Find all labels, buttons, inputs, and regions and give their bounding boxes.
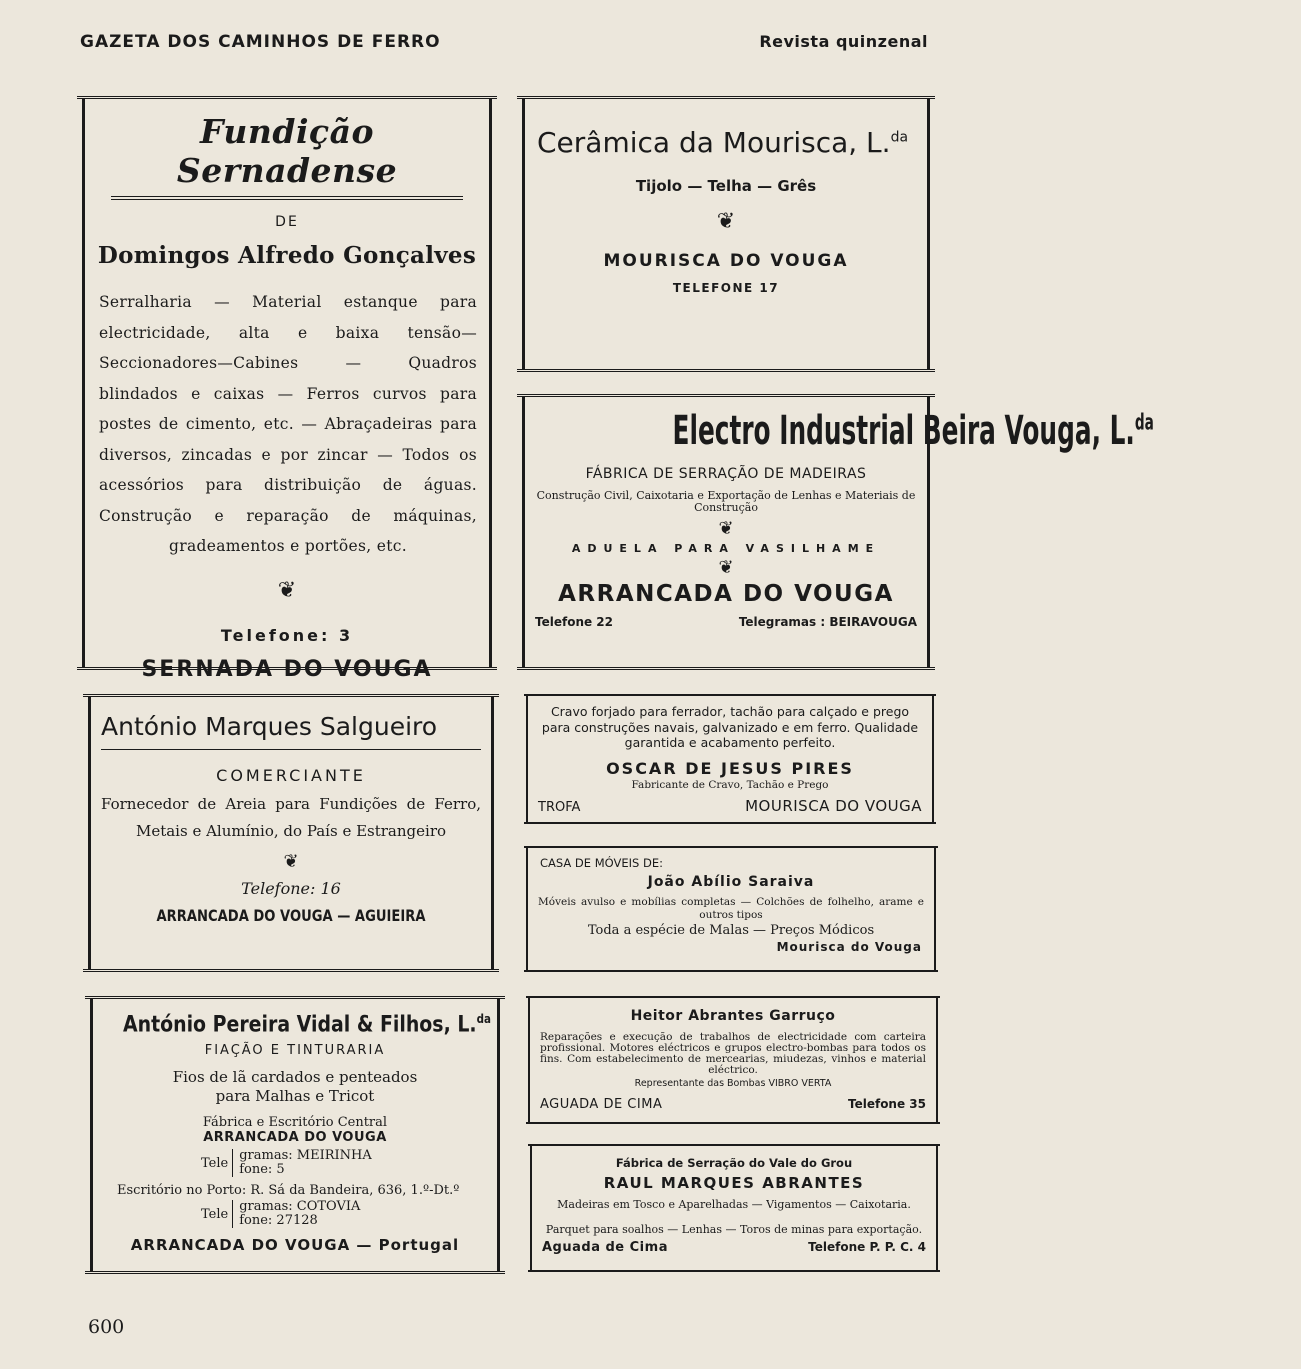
ad-place: ARRANCADA DO VOUGA (558, 581, 894, 607)
ad-footer: ARRANCADA DO VOUGA — Portugal (130, 1236, 460, 1255)
ad-marques-salgueiro (88, 696, 494, 970)
ad-products: Tijolo — Telha — Grês (635, 177, 817, 195)
ad-line2: Parquet para soalhos — Lenhas — Toros de minas para exportação. (545, 1223, 923, 1236)
divider (111, 199, 463, 200)
ad-title: Cerâmica da Mourisca, L.$^{da}$ (537, 126, 909, 159)
ad-place: Mourisca do Vouga (776, 940, 922, 954)
ad-line1: Fios de lã cardados e penteados (172, 1068, 418, 1087)
ad-heitor-garruco (528, 998, 938, 1122)
ad-footer (542, 1240, 926, 1255)
ad-line2: para Malhas e Tricot (215, 1087, 375, 1106)
page-number: 600 (88, 1316, 125, 1338)
ad-owner: Domingos Alfredo Gonçalves (97, 242, 477, 269)
ad-left: Aguada de Cima (542, 1240, 668, 1255)
ad-porto: Escritório no Porto: R. Sá da Bandeira, 636, 1.º-Dt.º (117, 1183, 460, 1199)
ad-office-label: Fábrica e Escritório Central (202, 1115, 388, 1131)
ad-left: AGUADA DE CIMA (540, 1097, 663, 1112)
ad-title: António Marques Salgueiro (101, 712, 438, 741)
ad-footer (535, 615, 917, 629)
ad-body: Serralharia — Material estanque para electricidade, alta e baixa tensão—Seccionadores—Cabines — Quadros blindados e caixas — Ferros curvos para postes de cimento, etc. — Abraçadeiras para diversos, zincadas e por zincar — Todos os acessórios para distribuição de águas. Construção e reparação de máquinas, gradeamentos e portões, etc. (99, 293, 477, 555)
ad-body: Móveis avulso e mobílias completas — Colchões de folhelho, arame e outros tipos (538, 896, 924, 921)
ad-phone: TELEFONE 17 (672, 281, 780, 295)
ad-footer (538, 797, 922, 815)
flower-ornament-icon: ❦ (718, 557, 734, 578)
ad-joao-abilio-saraiva (526, 848, 936, 970)
flower-ornament-icon: ❦ (716, 209, 736, 234)
ad-role: COMERCIANTE (216, 766, 366, 785)
ad-telegram: Telegramas : BEIRAVOUGA (738, 615, 917, 629)
ad-place: SERNADA DO VOUGA (141, 656, 433, 682)
ad-contact-2: Tele gramas: COTOVIA fone: 27128 (201, 1199, 361, 1229)
ad-subtitle: Fabricante de Cravo, Tachão e Prego (631, 778, 829, 791)
ad-contact-1: Tele gramas: MEIRINHA fone: 5 (201, 1148, 372, 1178)
ad-phone: Telefone: 16 (241, 879, 341, 898)
ad-left: TROFA (538, 799, 581, 815)
ad-raul-marques-abrantes (530, 1146, 938, 1270)
ad-right: MOURISCA DO VOUGA (745, 796, 922, 815)
ad-place: ARRANCADA DO VOUGA — AGUIEIRA (156, 906, 426, 925)
ad-phone: Telefone: 3 (220, 625, 354, 645)
ad-title: Fundição Sernadense (176, 112, 398, 190)
divider (101, 749, 481, 750)
flower-ornament-icon: ❦ (283, 851, 299, 872)
ad-ceramica-mourisca (522, 98, 930, 370)
ad-place: MOURISCA DO VOUGA (603, 251, 849, 271)
ad-line1: Madeiras em Tosco e Aparelhadas — Vigamentos — Caixotaria. (557, 1198, 911, 1211)
ad-subtitle: FÁBRICA DE SERRAÇÃO DE MADEIRAS (585, 466, 867, 482)
ad-body: Fornecedor de Areia para Fundições de Ferro, Metais e Alumínio, do País e Estrangeiro (101, 795, 481, 840)
journal-subtitle: Revista quinzenal (759, 32, 928, 51)
ad-phone: Telefone 22 (535, 615, 614, 629)
ad-subtitle: FIAÇÃO E TINTURARIA (204, 1043, 386, 1059)
flower-ornament-icon: ❦ (718, 518, 734, 539)
ad-name: Heitor Abrantes Garruço (630, 1008, 836, 1024)
ad-right: Telefone 35 (847, 1097, 926, 1111)
ad-pereira-vidal (90, 998, 500, 1272)
ad-name: OSCAR DE JESUS PIRES (606, 758, 854, 778)
ad-de: DE (275, 214, 299, 230)
ad-footer (540, 1097, 926, 1112)
ad-office-place: ARRANCADA DO VOUGA (203, 1130, 387, 1146)
ad-body: Reparações e execução de trabalhos de electricidade com carteira profissional. Motores eléctricos e grupos electro-bombas para todos os fins. Com estabelecimento de mercearias, miudezas, vinhos e material eléctrico. (540, 1031, 926, 1076)
ad-rep: Representante das Bombas VIBRO VERTA (634, 1078, 832, 1089)
ad-title: Electro Industrial Beira Vouga, L.$^{da}$ (672, 408, 1154, 454)
ad-desc: Construção Civil, Caixotaria e Exportação de Lenhas e Materiais de Construção (536, 489, 916, 514)
ad-name: RAUL MARQUES ABRANTES (603, 1174, 865, 1192)
ad-top: Fábrica de Serração do Vale do Grou (615, 1156, 853, 1170)
ad-fundicao-sernadense (82, 98, 492, 682)
divider (111, 196, 463, 197)
flower-ornament-icon: ❦ (277, 577, 297, 603)
ad-body: Cravo forjado para ferrador, tachão para calçado e prego para construções navais, galvanizado e em ferro. Qualidade garantida e acabamento perfeito. (541, 704, 919, 750)
ad-right: Telefone P. P. C. 4 (808, 1240, 926, 1254)
journal-title: GAZETA DOS CAMINHOS DE FERRO (80, 32, 441, 52)
ad-electro-industrial (522, 396, 1154, 668)
ad-title: António Pereira Vidal & Filhos, L.$^{da}$ (122, 1012, 491, 1038)
ad-line2: Toda a espécie de Malas — Preços Módicos (587, 923, 875, 938)
ad-oscar-jesus-pires (526, 696, 934, 822)
ad-aduela: ADUELA PARA VASILHAME (571, 542, 881, 555)
ad-heading: CASA DE MÓVEIS DE: (540, 856, 663, 870)
ad-name: João Abílio Saraiva (647, 874, 815, 890)
